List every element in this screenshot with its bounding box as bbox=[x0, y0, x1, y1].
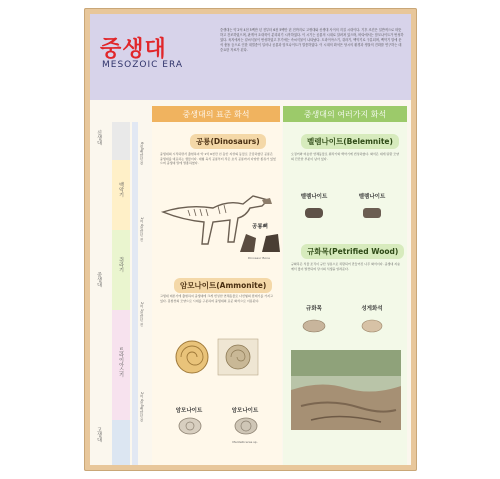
timeline-band-cenozoic bbox=[112, 122, 130, 160]
age-label: 2억 1천만년 전 bbox=[140, 302, 144, 327]
era-label: 트라이아스기 bbox=[118, 347, 124, 377]
ammonite-caption-2: Mantelliceras sp. bbox=[232, 440, 258, 444]
left-column-header: 중생대의 표준 화석 bbox=[152, 106, 280, 122]
dinosaur-bone-caption: Dinosaur Bone bbox=[247, 256, 270, 260]
era-label: 신생대 bbox=[96, 130, 102, 145]
belemnite-heading: 벨렘나이트(Belemnite) bbox=[301, 134, 399, 149]
left-panel bbox=[152, 122, 282, 465]
poster-frame bbox=[84, 8, 417, 471]
dinosaur-heading: 공룡(Dinosaurs) bbox=[190, 134, 266, 149]
dinosaur-bone-label: 공룡뼈 bbox=[252, 224, 268, 230]
petrified-wood-text: 규화목은 식물 조직이 규산 성분으로 치환되어 만들어진 나무 화석이다. 중생대 지층에서 많이 발견되며 당시의 식생을 알려준다. bbox=[291, 262, 401, 271]
sea-urchin-label: 성게화석 bbox=[361, 306, 383, 312]
era-label: 백악기 bbox=[118, 182, 124, 197]
dinosaur-bone-fossil bbox=[238, 230, 282, 254]
belemnite-label-2: 벨렘나이트 bbox=[358, 194, 386, 200]
ammonite-diagram bbox=[168, 327, 268, 387]
era-label: 쥐라기 bbox=[118, 257, 124, 272]
timeline-band-paleozoic bbox=[112, 420, 130, 465]
age-label: 1억 4천만년 전 bbox=[140, 217, 144, 242]
ammonite-fossil-2 bbox=[233, 416, 259, 436]
belemnite-text: 오징어와 비슷한 연체동물로 쥐라기와 백악기에 번성하였다. 화석은 대개 탄환 모양의 단단한 부분이 남아 있다. bbox=[291, 152, 400, 161]
right-column-header: 중생대의 여러가지 화석 bbox=[283, 106, 407, 122]
belemnite-fossil-2 bbox=[361, 206, 383, 220]
intro-text: 중생대는 약 2억 4천 5백만 년 전부터 6천 5백만 년 전까지로 고생대와 신생대 사이의 지질 시대이다. 기후 조건은 일반적으로 따뜻하고 건조하였으며, 판게아 초대륙이 분리되기 시작하였다. 이 시기는 공룡의 시대로 알려져 있으며, 바다에서는 암모나이트가 번성하였다. 육지에서는 겉씨식물이 번성하였고 후기에는 속씨식물이 나타났다. 트라이아스기, 쥐라기, 백악기로 구분되며, 백악기 말에 운석 충돌 등으로 인한 대멸종이 일어나 공룡과 암모나이트가 멸종하였다. 이 시대의 화석은 당시의 환경과 생물의 진화를 연구하는 데 중요한 자료가 된다. bbox=[220, 28, 404, 52]
age-label: 6천5백만년 전 bbox=[140, 142, 144, 166]
poster-header bbox=[90, 14, 411, 100]
belemnite-label-1: 벨렘나이트 bbox=[300, 194, 328, 200]
ammonite-label-1: 암모나이트 bbox=[175, 408, 203, 414]
timeline bbox=[90, 122, 152, 465]
ammonite-label-2: 암모나이트 bbox=[231, 408, 259, 414]
petrified-wood-heading: 규화목(Petrified Wood) bbox=[301, 244, 404, 259]
belemnite-fossil-1 bbox=[303, 206, 325, 220]
poster-title: 중생대 bbox=[100, 37, 167, 62]
ammonite-text: 고생대 데본기에 출현하여 중생대에 크게 번성한 연체동물로 나선형의 껍데기를 가지고 있다. 봉합선의 모양으로 시대를 구분하며 중생대의 표준 화석으로 이용된다. bbox=[160, 294, 273, 303]
sea-urchin-fossil bbox=[359, 318, 385, 334]
petrified-wood-fossil bbox=[301, 318, 327, 334]
dinosaur-text: 중생대의 시작되면서 출현하여 약 1억 6천만 년 동안 지상의 동물로 군림하였던 공룡은 중생대를 대표하는 생물이다. 대형 육식 공룡부터 작은 초식 공룡까지 다양한 종류가 있었으며 중생대 말에 멸종하였다. bbox=[160, 152, 276, 166]
right-panel bbox=[283, 122, 407, 465]
poster-subtitle: MESOZOIC ERA bbox=[102, 60, 184, 70]
era-label: 고생대 bbox=[96, 427, 102, 442]
timeline-axis bbox=[132, 122, 138, 465]
era-label: 중생대 bbox=[96, 272, 102, 287]
age-label: 2억 4천5백만년 전 bbox=[140, 392, 144, 422]
ammonite-fossil-1 bbox=[177, 416, 203, 436]
fossil-site-photo bbox=[291, 350, 401, 430]
ammonite-heading: 암모나이트(Ammonite) bbox=[174, 278, 272, 293]
poster bbox=[90, 14, 411, 465]
petrified-wood-label: 규화목 bbox=[306, 306, 322, 312]
